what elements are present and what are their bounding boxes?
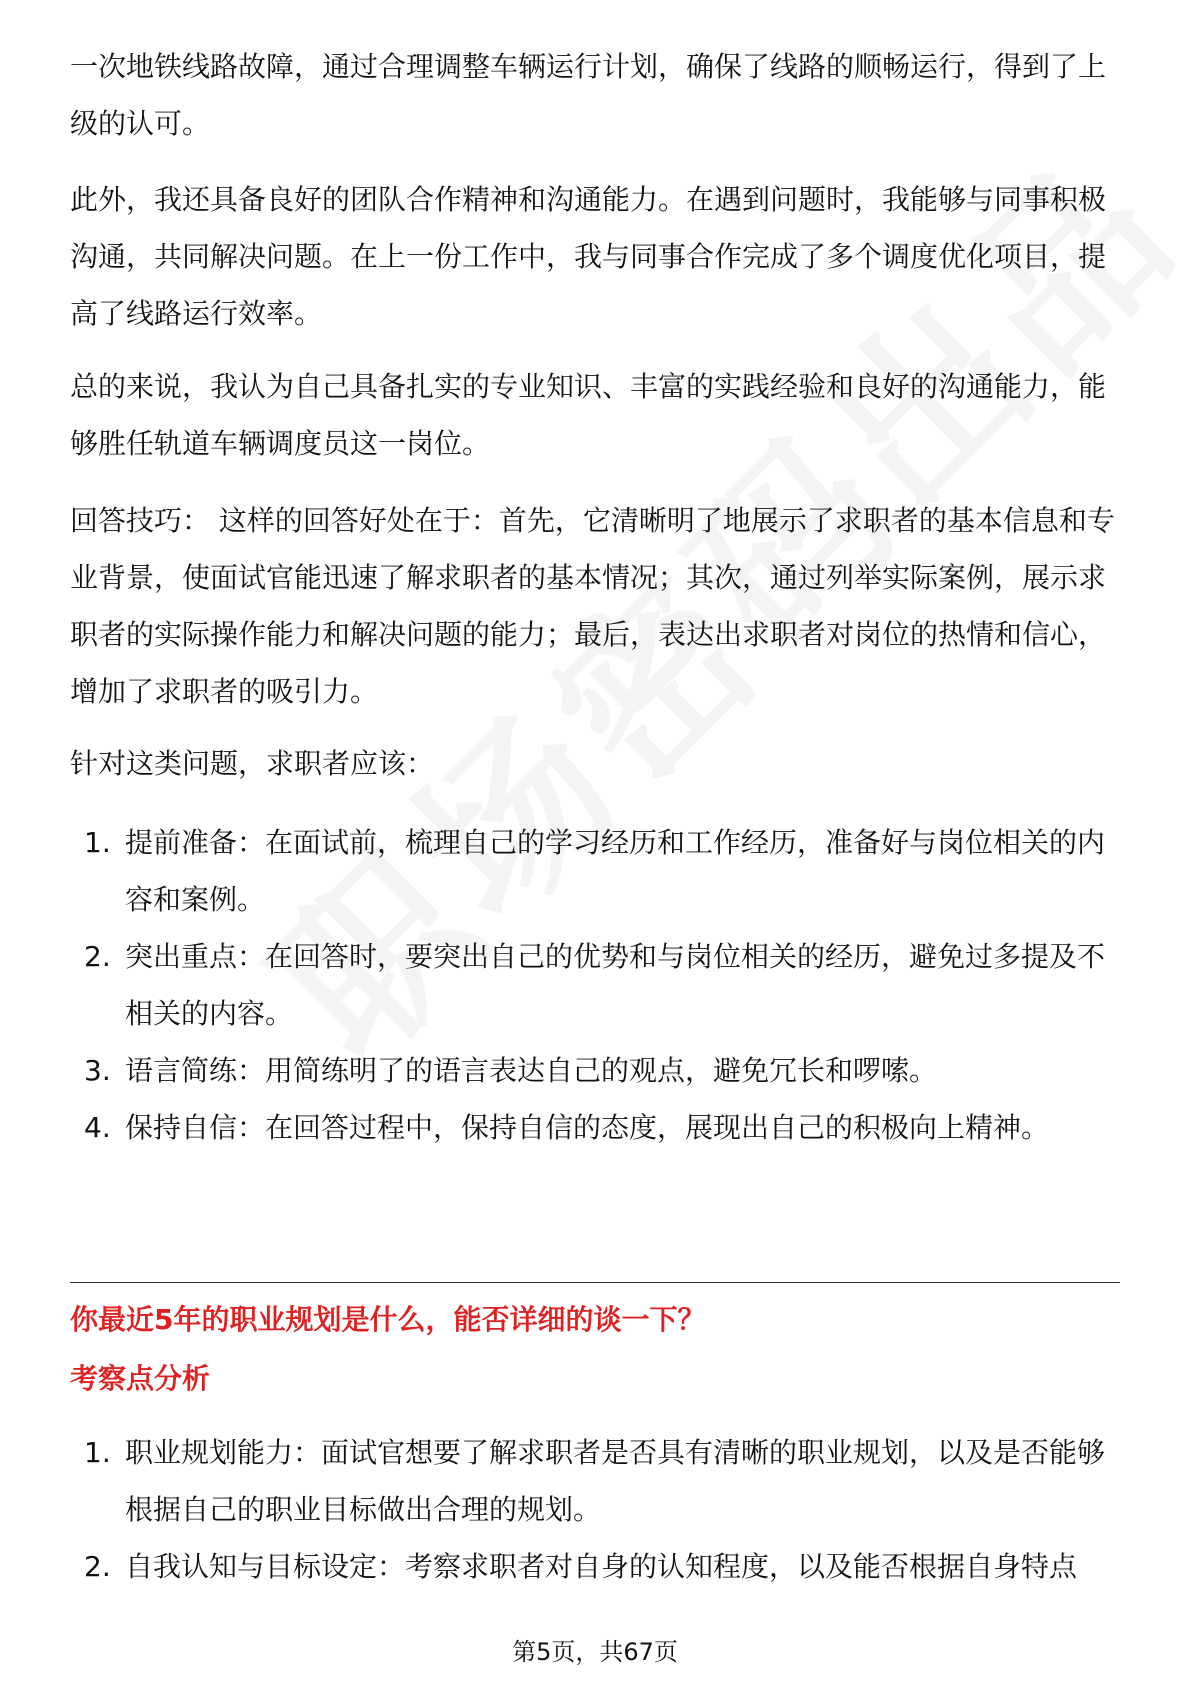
list-item bbox=[70, 928, 1120, 1042]
list-item-text: 语言简练：用简练明了的语言表达自己的观点，避免冗长和啰嗦。 bbox=[125, 1054, 938, 1087]
list-number: 4. bbox=[84, 1111, 111, 1144]
list-number: 2. bbox=[84, 940, 111, 973]
list-item bbox=[70, 1042, 1120, 1099]
list-item-text: 职业规划能力：面试官想要了解求职者是否具有清晰的职业规划，以及是否能够根据自己的职业目标做出合理的规划。 bbox=[125, 1436, 1106, 1526]
list-number: 2. bbox=[84, 1550, 111, 1583]
list-item-text: 自我认知与目标设定：考察求职者对自身的认知程度，以及能否根据自身特点 bbox=[125, 1550, 1078, 1583]
paragraph-teamwork: 此外，我还具备良好的团队合作精神和沟通能力。在遇到问题时，我能够与同事积极沟通，共同解决问题。在上一份工作中，我与同事合作完成了多个调度优化项目，提高了线路运行效率。 bbox=[70, 183, 1107, 330]
list-item bbox=[70, 1538, 1120, 1595]
analysis-list bbox=[70, 1424, 1120, 1595]
list-item bbox=[70, 1099, 1120, 1156]
question-heading: 你最近5年的职业规划是什么，能否详细的谈一下？ bbox=[70, 1303, 706, 1336]
paragraph-incident: 一次地铁线路故障，通过合理调整车辆运行计划，确保了线路的顺畅运行，得到了上级的认可。 bbox=[70, 50, 1107, 140]
list-number: 3. bbox=[84, 1054, 111, 1087]
list-item-text: 保持自信：在回答过程中，保持自信的态度，展现出自己的积极向上精神。 bbox=[125, 1111, 1050, 1144]
list-item-text: 提前准备：在面试前，梳理自己的学习经历和工作经历，准备好与岗位相关的内容和案例。 bbox=[125, 826, 1106, 916]
paragraph-summary: 总的来说，我认为自己具备扎实的专业知识、丰富的实践经验和良好的沟通能力，能够胜任轨道车辆调度员这一岗位。 bbox=[70, 370, 1107, 460]
section-divider bbox=[70, 1282, 1120, 1283]
analysis-heading: 考察点分析 bbox=[70, 1362, 211, 1395]
paragraph-advice-intro: 针对这类问题，求职者应该： bbox=[70, 747, 435, 780]
list-number: 1. bbox=[84, 826, 111, 859]
list-number: 1. bbox=[84, 1436, 111, 1469]
list-item-text: 突出重点：在回答时，要突出自己的优势和与岗位相关的经历，避免过多提及不相关的内容。 bbox=[125, 940, 1106, 1030]
advice-list bbox=[70, 814, 1120, 1156]
paragraph-answer-tips: 回答技巧： 这样的回答好处在于：首先，它清晰明了地展示了求职者的基本信息和专业背景，使面试官能迅速了解求职者的基本情况；其次，通过列举实际案例，展示求职者的实际操作能力和解决问题的能力；最后，表达出求职者对岗位的热情和信心，增加了求职者的吸引力。 bbox=[70, 504, 1115, 708]
list-item bbox=[70, 1424, 1120, 1538]
list-item bbox=[70, 814, 1120, 928]
page-footer: 第5页，共67页 bbox=[512, 1638, 678, 1666]
